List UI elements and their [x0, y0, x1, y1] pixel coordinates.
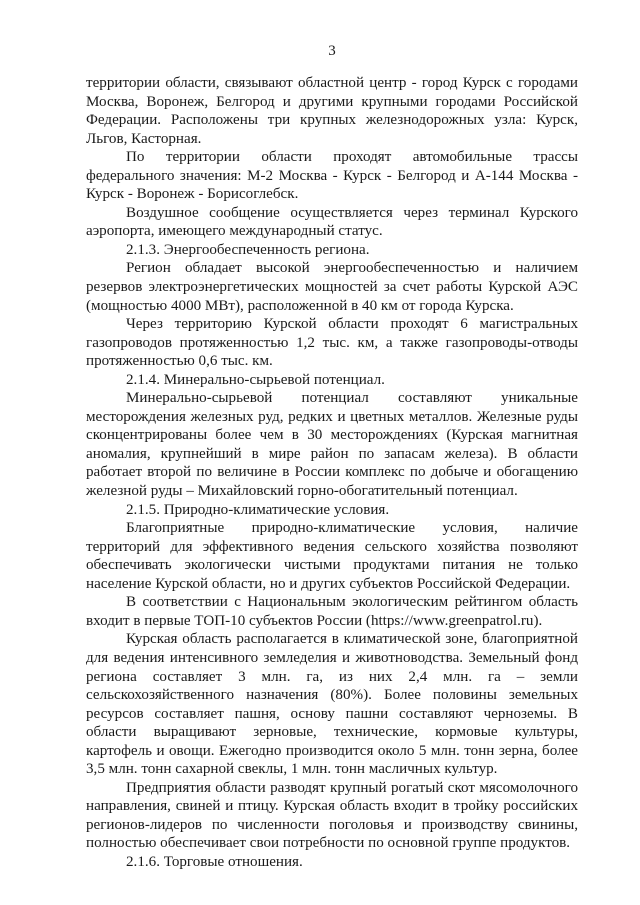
- paragraph-eco-rating: В соответствии с Национальным экологическим рейтингом область входит в первые ТОП-10 субъектов России (https://www.greenpatrol.ru).: [86, 594, 578, 629]
- paragraph-climate: Благоприятные природно-климатические условия, наличие территорий для эффективного ведения сельского хозяйства позволяют обеспечивать экологически чистыми продуктами питания не только население Курской области, но и других субъектов Российской Федерации.: [86, 520, 578, 592]
- paragraph-mineral-resources: Минерально-сырьевой потенциал составляют уникальные месторождения железных руд, редких и цветных металлов. Железные руды сконцентрированы более чем в 30 месторождениях (Курская магнитная аномалия, крупнейший в мире район по запасам железа). В области работает второй по величине в России комплекс по добыче и обогащению железной руды – Михайловский горно-обогатительный потенциал.: [86, 390, 578, 500]
- paragraph-livestock: Предприятия области разводят крупный рогатый скот мясомолочного направления, свиней и птицу. Курская область входит в тройку российских регионов-лидеров по численности поголовья и производству свинины, полностью обеспечивает свои потребности по основной группе продуктов.: [86, 779, 578, 852]
- section-heading-2-1-5: 2.1.5. Природно-климатические условия.: [126, 501, 390, 518]
- paragraph-energy: Регион обладает высокой энергообеспеченностью и наличием резервов электроэнергетических мощностей за счет работы Курской АЭС (мощностью 4000 МВт), расположенной в 40 км от города Курска.: [86, 260, 578, 314]
- paragraph-gas-pipelines: Через территорию Курской области проходят 6 магистральных газопроводов протяженностью 1,2 тыс. км, а также газопроводы-отводы протяженностью 0,6 тыс. км.: [86, 316, 578, 370]
- page-number: 3: [328, 43, 336, 59]
- paragraph-agriculture: Курская область располагается в климатической зоне, благоприятной для ведения интенсивного земледелия и животноводства. Земельный фонд региона составляет 3 млн. га, из них 2,4 млн. га – земли сельскохозяйственного назначения (80%). Более половины земельных ресурсов составляет пашня, основу пашни составляют черноземы. В области выращивают зерновые, технические, кормовые культуры, картофель и овощи. Ежегодно производится около 5 млн. тонн зерна, более 3,5 млн. тонн сахарной свеклы, 1 млн. тонн масличных культур.: [86, 631, 578, 778]
- paragraph-air-transport: Воздушное сообщение осуществляется через терминал Курского аэропорта, имеющего международный статус.: [86, 204, 578, 240]
- paragraph-highways: По территории области проходят автомобильные трассы федерального значения: М-2 Москва - Курск - Белгород и А-144 Москва - Курск - Воронеж - Борисоглебск.: [86, 149, 578, 203]
- section-heading-2-1-3: 2.1.3. Энергообеспеченность региона.: [126, 241, 370, 258]
- section-heading-2-1-6: 2.1.6. Торговые отношения.: [126, 853, 303, 870]
- paragraph-continuation: территории области, связывают областной центр - город Курск с городами Москва, Воронеж, Белгород и другими крупными городами Российской Федерации. Расположены три крупных железнодорожных узла: Курск, Льгов, Касторная.: [86, 75, 578, 147]
- document-body: [86, 74, 578, 872]
- section-heading-2-1-4: 2.1.4. Минерально-сырьевой потенциал.: [126, 371, 385, 388]
